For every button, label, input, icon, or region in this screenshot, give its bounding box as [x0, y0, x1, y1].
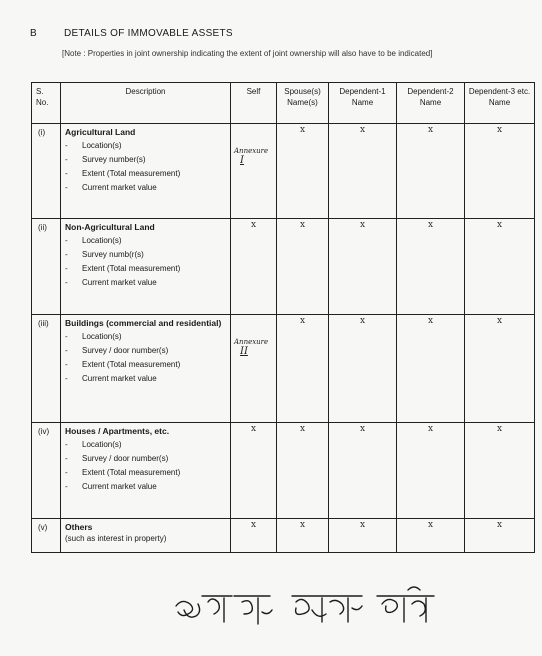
row-description [61, 124, 231, 219]
section-note: [Note : Properties in joint ownership indicating the extent of joint ownership will also have to be indicated] [62, 49, 433, 58]
self-cell [231, 423, 277, 519]
self-cell [231, 219, 277, 315]
row-title: Houses / Apartments, etc. [65, 426, 170, 436]
row-subtitle: (such as interest in property) [65, 534, 167, 543]
list-item: - Extent (Total measurement) [65, 264, 181, 273]
row-sno: (v) [32, 519, 61, 553]
header-self: Self [231, 83, 277, 124]
immovable-assets-table [31, 82, 535, 553]
dependent-2-cell [397, 124, 465, 219]
header-dependent-3: Dependent-3 etc. Name [465, 83, 535, 124]
dependent-3-cell [465, 519, 535, 553]
spouse-cell [277, 219, 329, 315]
cross-mark: x [359, 316, 366, 326]
header-dependent-2: Dependent-2 Name [397, 83, 465, 124]
dependent-3-cell [465, 219, 535, 315]
row-sno: (iii) [32, 315, 61, 423]
list-item: - Location(s) [65, 236, 122, 245]
table-row [32, 219, 535, 315]
list-item: - Extent (Total measurement) [65, 468, 181, 477]
list-item: - Survey number(s) [65, 155, 146, 164]
list-item: - Extent (Total measurement) [65, 169, 181, 178]
section-title: DETAILS OF IMMOVABLE ASSETS [64, 28, 233, 39]
list-item: - Current market value [65, 374, 157, 383]
table-row [32, 519, 535, 553]
dependent-1-cell [329, 219, 397, 315]
cross-mark: x [427, 316, 434, 326]
list-item: - Location(s) [65, 332, 122, 341]
row-description [61, 423, 231, 519]
dependent-3-cell [465, 124, 535, 219]
cross-mark: x [496, 125, 503, 135]
cross-mark: x [496, 316, 503, 326]
list-item: - Location(s) [65, 141, 122, 150]
table-row [32, 423, 535, 519]
cross-mark: x [299, 316, 306, 326]
cross-mark: x [496, 520, 503, 530]
dependent-1-cell [329, 315, 397, 423]
cross-mark: x [299, 424, 306, 434]
self-cell [231, 315, 277, 423]
cross-mark: x [359, 520, 366, 530]
annexure-note: Annexure I [234, 147, 269, 166]
cross-mark: x [250, 520, 257, 530]
spouse-cell [277, 124, 329, 219]
cross-mark: x [359, 220, 366, 230]
cross-mark: x [496, 220, 503, 230]
header-sno: S. No. [32, 83, 61, 124]
header-description: Description [61, 83, 231, 124]
table-header-row [32, 83, 535, 124]
spouse-cell [277, 423, 329, 519]
row-sno: (ii) [32, 219, 61, 315]
list-item: - Extent (Total measurement) [65, 360, 181, 369]
cross-mark: x [299, 125, 306, 135]
row-title: Others [65, 522, 93, 532]
self-cell [231, 124, 277, 219]
list-item: - Survey / door number(s) [65, 454, 169, 463]
handwritten-signature [172, 582, 442, 632]
dependent-2-cell [397, 423, 465, 519]
cross-mark: x [427, 125, 434, 135]
list-item: - Current market value [65, 183, 157, 192]
annexure-note: Annexure II [234, 338, 269, 357]
cross-mark: x [427, 520, 434, 530]
row-description [61, 315, 231, 423]
list-item: - Location(s) [65, 440, 122, 449]
section-letter: B [30, 28, 37, 39]
cross-mark: x [299, 220, 306, 230]
list-item: - Survey numb(r(s) [65, 250, 144, 259]
row-title: Agricultural Land [65, 127, 136, 137]
table-row [32, 124, 535, 219]
cross-mark: x [427, 424, 434, 434]
self-cell [231, 519, 277, 553]
row-title: Non-Agricultural Land [65, 222, 155, 232]
row-description [61, 219, 231, 315]
row-title: Buildings (commercial and residential) [65, 318, 222, 328]
row-sno: (i) [32, 124, 61, 219]
cross-mark: x [427, 220, 434, 230]
header-dependent-1: Dependent-1 Name [329, 83, 397, 124]
cross-mark: x [359, 125, 366, 135]
dependent-1-cell [329, 519, 397, 553]
dependent-3-cell [465, 423, 535, 519]
cross-mark: x [496, 424, 503, 434]
table-row [32, 315, 535, 423]
list-item: - Current market value [65, 278, 157, 287]
spouse-cell [277, 315, 329, 423]
cross-mark: x [250, 424, 257, 434]
row-sno: (iv) [32, 423, 61, 519]
dependent-1-cell [329, 423, 397, 519]
list-item: - Survey / door number(s) [65, 346, 169, 355]
cross-mark: x [250, 220, 257, 230]
dependent-2-cell [397, 219, 465, 315]
dependent-2-cell [397, 519, 465, 553]
list-item: - Current market value [65, 482, 157, 491]
cross-mark: x [359, 424, 366, 434]
header-spouse: Spouse(s) Name(s) [277, 83, 329, 124]
row-description [61, 519, 231, 553]
spouse-cell [277, 519, 329, 553]
dependent-3-cell [465, 315, 535, 423]
dependent-1-cell [329, 124, 397, 219]
cross-mark: x [299, 520, 306, 530]
dependent-2-cell [397, 315, 465, 423]
